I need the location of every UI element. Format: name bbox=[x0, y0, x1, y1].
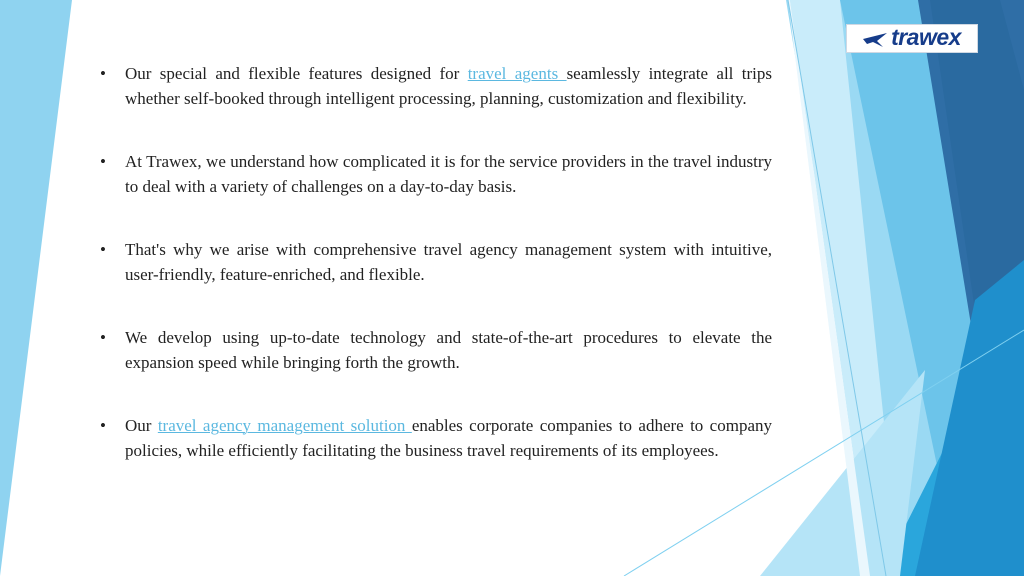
bullet-text: Our special and flexible features designed for bbox=[125, 64, 468, 83]
logo-text: trawex bbox=[891, 23, 961, 50]
bullet-marker: • bbox=[100, 240, 106, 259]
bullet-text: That's why we arise with comprehensive travel agency management system with intuitive, user-friendly, feature-enriched, and flexible. bbox=[125, 240, 772, 284]
left-accent-shape bbox=[0, 0, 72, 576]
bullet-list bbox=[100, 61, 772, 463]
bullet-text: seamlessly integrate all trips whether self-booked through intelligent processing, planning, customization and flexibility. bbox=[125, 64, 772, 108]
bullet-item-management-system bbox=[100, 237, 772, 287]
bullet-text: Our bbox=[125, 416, 158, 435]
bullet-text: At Trawex, we understand how complicated it is for the service providers in the travel industry to deal with a variety of challenges on a day-to-day basis. bbox=[125, 152, 772, 196]
bullet-item-management-solution bbox=[100, 413, 772, 463]
bullet-marker: • bbox=[100, 328, 106, 347]
bullet-item-technology bbox=[100, 325, 772, 375]
trawex-logo bbox=[846, 24, 978, 53]
travel-agency-management-solution-link[interactable]: travel agency management solution bbox=[157, 416, 412, 435]
bullet-marker: • bbox=[100, 152, 106, 171]
airplane-arrow-icon bbox=[863, 31, 887, 47]
bullet-marker: • bbox=[100, 64, 106, 83]
bullet-text: enables corporate companies to adhere to company policies, while efficiently facilitating the business travel requirements of its employees. bbox=[125, 416, 772, 460]
bullet-text: We develop using up-to-date technology and state-of-the-art procedures to elevate the expansion speed while bringing forth the growth. bbox=[125, 328, 772, 372]
bullet-item-challenges bbox=[100, 149, 772, 199]
travel-agents-link[interactable]: travel agents bbox=[467, 64, 567, 83]
bullet-item-travel-agents bbox=[100, 61, 772, 111]
bullet-marker: • bbox=[100, 416, 106, 435]
